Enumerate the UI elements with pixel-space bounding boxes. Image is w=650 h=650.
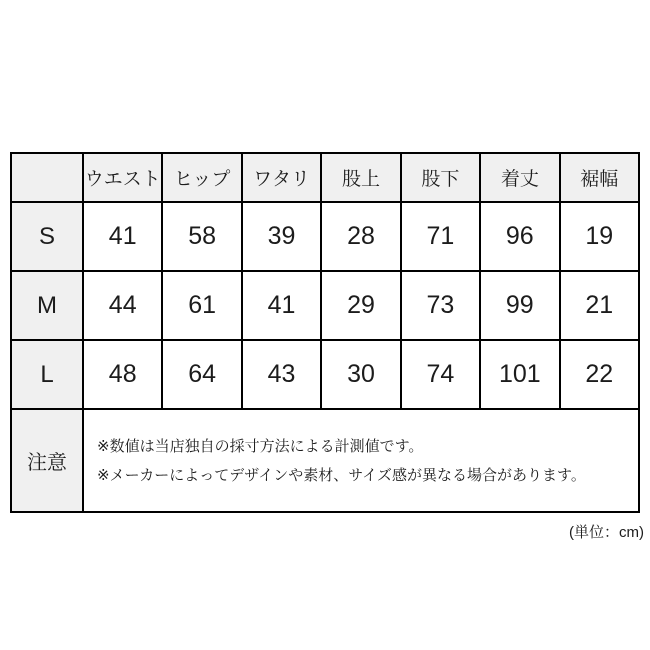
value-cell-s-rise: 28 xyxy=(321,202,400,271)
size-row-l xyxy=(11,340,639,409)
col-header-rise: 股上 xyxy=(321,153,400,202)
note-row xyxy=(11,409,639,512)
size-row-m xyxy=(11,271,639,340)
value-cell-m-hem-width: 21 xyxy=(560,271,639,340)
value-cell-m-rise: 29 xyxy=(321,271,400,340)
col-header-garment-length: 着丈 xyxy=(480,153,559,202)
value-cell-m-inseam: 73 xyxy=(401,271,480,340)
col-header-waist: ウエスト xyxy=(83,153,162,202)
value-cell-m-waist: 44 xyxy=(83,271,162,340)
col-header-hip: ヒップ xyxy=(162,153,241,202)
header-row xyxy=(11,153,639,202)
value-cell-s-inseam: 71 xyxy=(401,202,480,271)
value-cell-l-waist: 48 xyxy=(83,340,162,409)
row-label-l: L xyxy=(11,340,83,409)
value-cell-l-hip: 64 xyxy=(162,340,241,409)
value-cell-l-garment-length: 101 xyxy=(480,340,559,409)
note-line-2: ※メーカーによってデザインや素材、サイズ感が異なる場合があります。 xyxy=(97,466,586,484)
value-cell-l-hem-width: 22 xyxy=(560,340,639,409)
note-cell xyxy=(83,409,639,512)
col-header-hem-width: 裾幅 xyxy=(560,153,639,202)
size-chart-table xyxy=(10,152,640,513)
value-cell-s-garment-length: 96 xyxy=(480,202,559,271)
value-cell-m-hip: 61 xyxy=(162,271,241,340)
value-cell-m-garment-length: 99 xyxy=(480,271,559,340)
value-cell-s-hem-width: 19 xyxy=(560,202,639,271)
value-cell-s-waist: 41 xyxy=(83,202,162,271)
corner-cell xyxy=(11,153,83,202)
value-cell-m-thigh-width: 41 xyxy=(242,271,321,340)
value-cell-s-hip: 58 xyxy=(162,202,241,271)
note-line-1: ※数値は当店独自の採寸方法による計測値です。 xyxy=(97,437,424,455)
unit-label: (単位：cm) xyxy=(569,524,644,541)
note-label: 注意 xyxy=(11,409,83,512)
value-cell-l-rise: 30 xyxy=(321,340,400,409)
col-header-inseam: 股下 xyxy=(401,153,480,202)
row-label-m: M xyxy=(11,271,83,340)
value-cell-s-thigh-width: 39 xyxy=(242,202,321,271)
col-header-thigh-width: ワタリ xyxy=(242,153,321,202)
value-cell-l-thigh-width: 43 xyxy=(242,340,321,409)
row-label-s: S xyxy=(11,202,83,271)
value-cell-l-inseam: 74 xyxy=(401,340,480,409)
size-row-s xyxy=(11,202,639,271)
